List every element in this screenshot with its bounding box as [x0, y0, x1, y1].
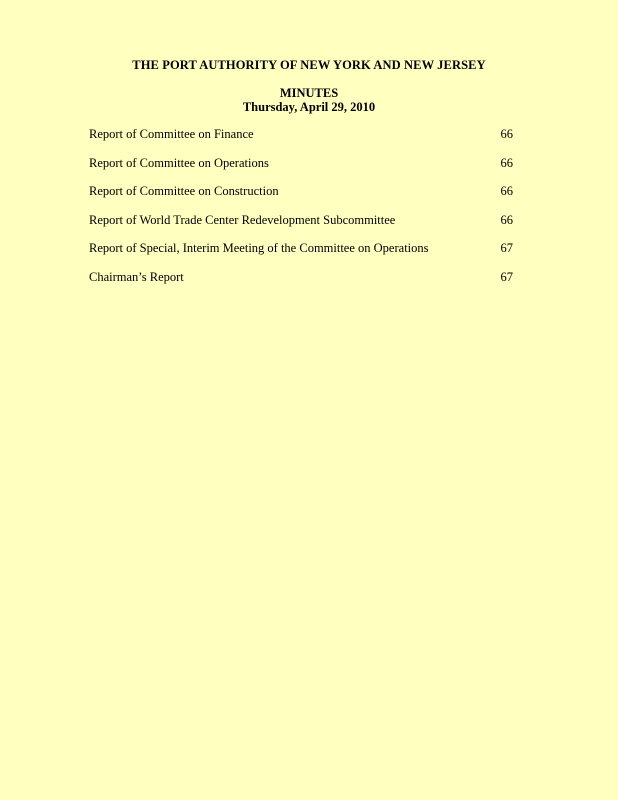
minutes-title: MINUTES [279, 86, 339, 100]
toc-item-construction [89, 184, 513, 213]
toc-item-label: Report of Committee on Finance [89, 127, 254, 141]
toc-item-label: Chairman’s Report [89, 269, 184, 284]
toc-item-page: 66 [500, 184, 513, 198]
toc-item-label: Report of World Trade Center Redevelopment Subcommittee [89, 212, 396, 227]
toc-item-label: Report of Committee on Construction [89, 184, 279, 198]
meeting-date: Thursday, April 29, 2010 [242, 100, 376, 114]
toc-item-page: 67 [500, 269, 513, 284]
toc-item-page: 66 [500, 212, 513, 227]
toc-item-page: 66 [500, 155, 513, 170]
organization-title: THE PORT AUTHORITY OF NEW YORK AND NEW JERSEY [132, 58, 486, 72]
toc-item-label: Report of Special, Interim Meeting of the Committee on Operations [89, 241, 429, 255]
toc-item-special-interim-meeting [89, 241, 513, 270]
table-of-contents [89, 127, 513, 298]
toc-item-wtc-subcommittee [89, 213, 513, 242]
toc-item-operations [89, 156, 513, 185]
toc-item-chairmans-report [89, 270, 513, 299]
toc-item-page: 67 [500, 241, 513, 255]
toc-item-page: 66 [500, 127, 513, 141]
toc-item-label: Report of Committee on Operations [89, 155, 269, 170]
toc-item-finance [89, 127, 513, 156]
minutes-heading [0, 86, 618, 114]
